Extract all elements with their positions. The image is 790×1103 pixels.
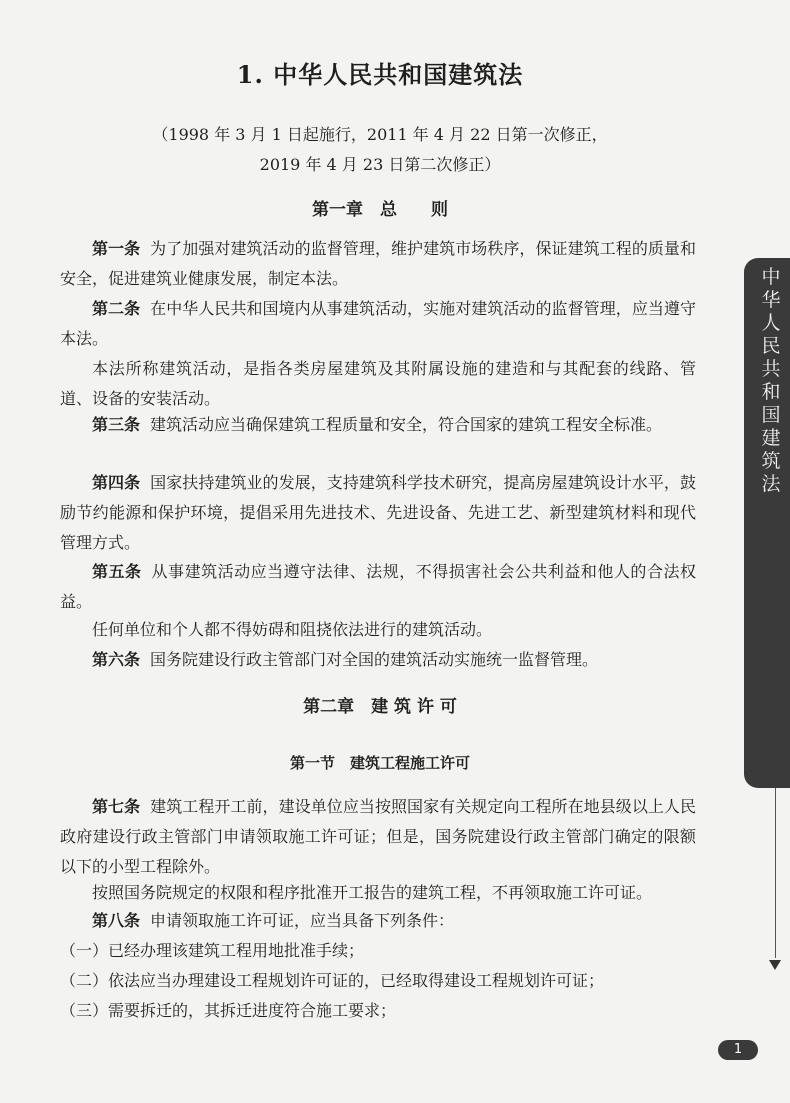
article-number: 第一条 bbox=[92, 239, 141, 258]
law-title: 1. 中华人民共和国建筑法 bbox=[236, 60, 524, 89]
section-heading-1: 第一节 建筑工程施工许可 bbox=[289, 754, 470, 772]
side-guide-line bbox=[775, 788, 776, 958]
article-text: 国家扶持建筑业的发展，支持建筑科学技术研究，提高房屋建筑设计水平，鼓励节约能源和保护环境，提倡采用先进技术、先进设备、先进工艺、新型建筑材料和现代管理方式。 bbox=[60, 473, 696, 552]
article-8 bbox=[60, 906, 696, 936]
article-1 bbox=[60, 234, 696, 294]
article-text: 在中华人民共和国境内从事建筑活动，实施对建筑活动的监督管理，应当遵守本法。 bbox=[60, 299, 696, 348]
article-4 bbox=[60, 468, 696, 558]
article-8-item-2: （二）依法应当办理建设工程规划许可证的，已经取得建设工程规划许可证； bbox=[60, 971, 605, 990]
article-text: 从事建筑活动应当遵守法律、法规，不得损害社会公共利益和他人的合法权益。 bbox=[60, 562, 696, 611]
page-number: 1 bbox=[718, 1040, 758, 1060]
article-5 bbox=[60, 557, 696, 617]
arrow-down-icon bbox=[769, 960, 781, 970]
article-number: 第七条 bbox=[92, 797, 141, 816]
article-7 bbox=[60, 792, 696, 882]
article-2 bbox=[60, 294, 696, 354]
article-number: 第六条 bbox=[92, 650, 141, 669]
side-tab-label: 中华人民共和国建筑法 bbox=[761, 266, 781, 495]
article-number: 第三条 bbox=[92, 415, 141, 434]
chapter-heading-1: 第一章 总 则 bbox=[312, 200, 448, 220]
chapter-heading-2: 第二章 建 筑 许 可 bbox=[303, 697, 457, 717]
article-number: 第二条 bbox=[92, 299, 141, 318]
article-number: 第八条 bbox=[92, 911, 141, 930]
article-text: 申请领取施工许可证，应当具备下列条件： bbox=[150, 911, 455, 930]
article-7-paragraph-2: 按照国务院规定的权限和程序批准开工报告的建筑工程，不再领取施工许可证。 bbox=[92, 883, 653, 902]
article-3 bbox=[60, 410, 696, 440]
article-6 bbox=[60, 645, 696, 675]
article-5-paragraph-2: 任何单位和个人都不得妨碍和阻挠依法进行的建筑活动。 bbox=[92, 620, 493, 639]
enactment-note-line-2: 2019 年 4 月 23 日第二次修正） bbox=[259, 155, 501, 174]
article-8-item-1: （一）已经办理该建筑工程用地批准手续； bbox=[60, 941, 365, 960]
article-text: 国务院建设行政主管部门对全国的建筑活动实施统一监督管理。 bbox=[150, 650, 599, 669]
enactment-note-line-1: （1998 年 3 月 1 日起施行，2011 年 4 月 22 日第一次修正， bbox=[152, 125, 608, 144]
article-text: 建筑工程开工前，建设单位应当按照国家有关规定向工程所在地县级以上人民政府建设行政主管部门申请领取施工许可证；但是，国务院建设行政主管部门确定的限额以下的小型工程除外。 bbox=[60, 797, 696, 876]
article-number: 第四条 bbox=[92, 473, 141, 492]
article-2-paragraph-2: 本法所称建筑活动，是指各类房屋建筑及其附属设施的建造和与其配套的线路、管道、设备的安装活动。 bbox=[60, 359, 696, 408]
article-number: 第五条 bbox=[92, 562, 142, 581]
article-text: 为了加强对建筑活动的监督管理，维护建筑市场秩序，保证建筑工程的质量和安全，促进建筑业健康发展，制定本法。 bbox=[60, 239, 696, 288]
article-text: 建筑活动应当确保建筑工程质量和安全，符合国家的建筑工程安全标准。 bbox=[150, 415, 663, 434]
article-8-item-3: （三）需要拆迁的，其拆迁进度符合施工要求； bbox=[60, 1001, 397, 1020]
